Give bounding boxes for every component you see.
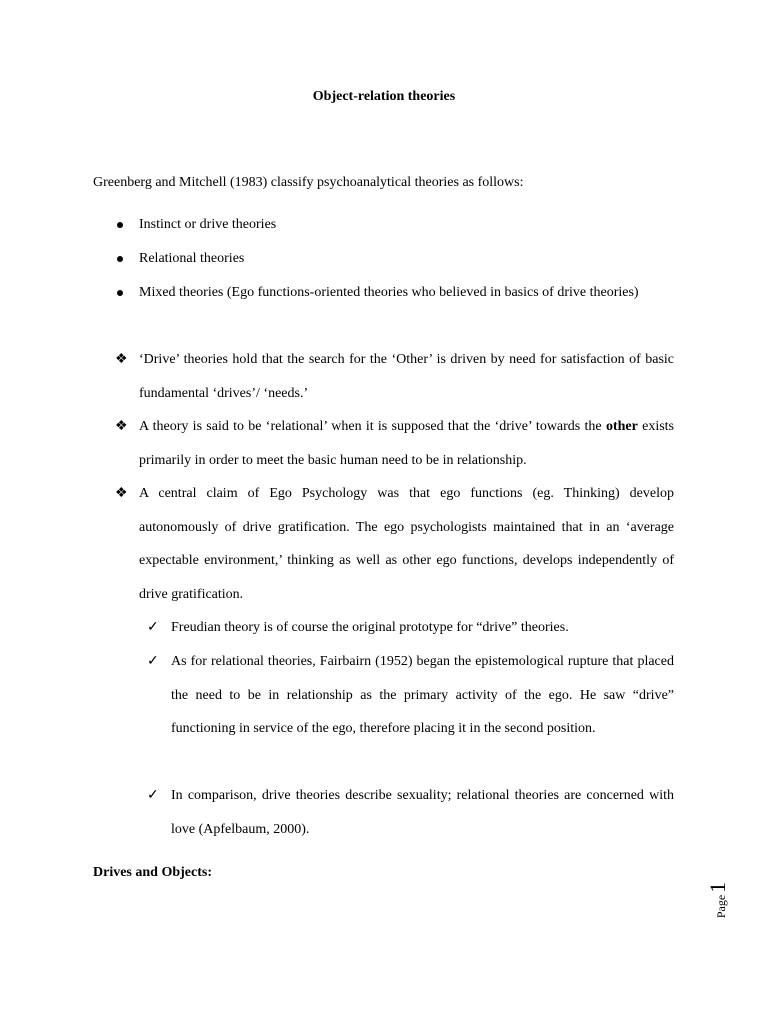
list-item-text-start: A theory is said to be ‘relational’ when it is supposed that the ‘drive’ towards the (139, 419, 606, 434)
list-item (139, 242, 674, 276)
bullet-icon (115, 208, 135, 242)
list-item-text: As for relational theories, Fairbairn (1952) began the epistemological rupture that placed the need to be in relationship as the primary activity of the ego. He saw “drive” functioning in service of the ego, therefore placing it in the second position. (171, 654, 674, 737)
section-heading: Drives and Objects: (93, 865, 212, 880)
diamond-bullet-icon: ❖ (115, 419, 128, 434)
list-item (147, 611, 674, 645)
list-item (139, 276, 674, 310)
page-number: 1 (705, 881, 730, 893)
emphasis-other: other (605, 419, 638, 434)
list-item-text: Relational theories (139, 251, 245, 266)
list-item (139, 208, 674, 242)
page-label: Page (714, 894, 728, 919)
list-item-text: Freudian theory is of course the original prototype for “drive” theories. (171, 620, 569, 635)
intro-paragraph: Greenberg and Mitchell (1983) classify psychoanalytical theories as follows: (93, 175, 524, 190)
list-item (115, 477, 674, 611)
list-item (147, 645, 674, 746)
document-title: Object-relation theories (312, 89, 456, 104)
list-item-text: Mixed theories (Ego functions-oriented theories who believed in basics of drive theories) (139, 285, 639, 300)
checkmark-icon: ✓ (147, 654, 159, 669)
list-item-text: A central claim of Ego Psychology was that ego functions (eg. Thinking) develop autonomously of drive gratification. The ego psychologists maintained that in an ‘average expectable environment,’ thinking as well as other ego functions, develops independently of drive gratification. (139, 486, 674, 602)
list-item (115, 410, 675, 477)
list-item-text-end: exists primarily in order to meet the basic human need to be in relationship. (139, 419, 675, 468)
bullet-icon (115, 242, 135, 276)
list-item-text: In comparison, drive theories describe sexuality; relational theories are concerned with love (Apfelbaum, 2000). (171, 788, 674, 837)
list-item (147, 779, 674, 846)
bullet-icon (115, 276, 135, 310)
diamond-bullet-icon: ❖ (115, 352, 128, 367)
checkmark-icon: ✓ (147, 788, 159, 803)
list-item-text: ‘Drive’ theories hold that the search for the ‘Other’ is driven by need for satisfaction of basic fundamental ‘drives’/ ‘needs.’ (139, 352, 674, 401)
checkmark-icon: ✓ (147, 620, 159, 635)
list-item-text: Instinct or drive theories (139, 217, 277, 232)
page-number-footer (705, 870, 755, 930)
diamond-bullet-icon: ❖ (115, 486, 128, 501)
list-item (115, 343, 674, 410)
